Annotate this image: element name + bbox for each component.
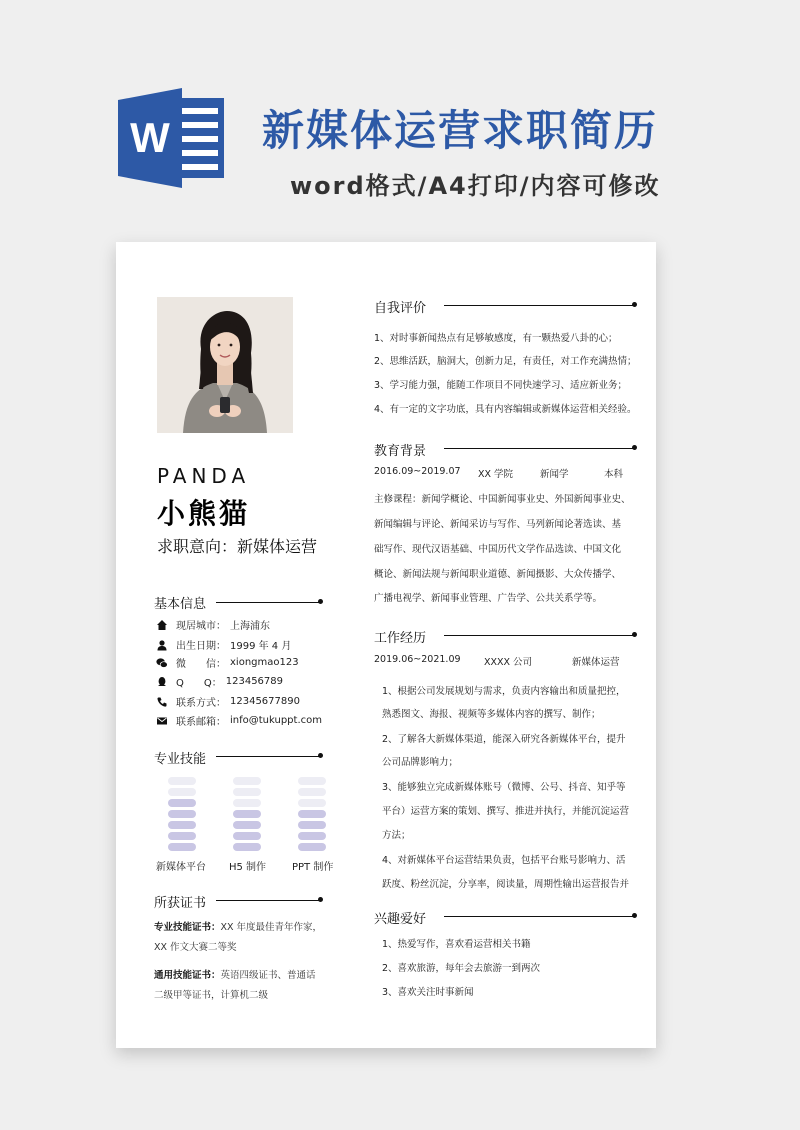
qq-icon	[156, 676, 168, 688]
edu-degree: 本科	[604, 469, 624, 480]
info-label: Q Q：	[176, 678, 222, 689]
section-divider-dot	[632, 913, 637, 918]
section-divider-dot	[318, 599, 323, 604]
profile-photo	[157, 297, 293, 433]
skill-bar-segment	[298, 843, 326, 851]
name-chinese: 小熊猫	[157, 497, 251, 530]
skill-bar-segment	[233, 799, 261, 807]
section-title-hobbies: 兴趣爱好	[374, 912, 427, 927]
section-divider-dot	[318, 897, 323, 902]
hobby-line: 1、热爱写作，喜欢看运营相关书籍	[382, 939, 531, 950]
section-divider	[216, 756, 320, 757]
section-divider	[444, 635, 634, 636]
work-line: 跃度、粉丝沉淀，分享率，阅读量，周期性输出运营报告并	[382, 879, 630, 890]
skill-bar-segment	[233, 810, 261, 818]
info-label: 联系方式：	[176, 698, 226, 709]
cert-item	[154, 918, 322, 958]
self-eval-line: 3、学习能力强，能随工作项目不同快速学习、适应新业务；	[374, 380, 628, 391]
section-divider	[444, 448, 634, 449]
cert-item	[154, 966, 316, 1006]
user-icon	[156, 639, 168, 651]
banner-subtitle: word格式/A4打印/内容可修改	[290, 172, 661, 200]
self-eval-line: 1、对时事新闻热点有足够敏感度，有一颗热爱八卦的心；	[374, 333, 618, 344]
work-line: 2、了解各大新媒体渠道，能深入研究各新媒体平台，提升	[382, 734, 626, 745]
job-intent: 求职意向：新媒体运营	[157, 537, 318, 556]
info-value: 上海浦东	[230, 621, 270, 632]
cert-text: 英语四级证书、普通话	[220, 970, 316, 981]
work-line: 4、对新媒体平台运营结果负责，包括平台账号影响力、活	[382, 855, 626, 866]
skill-label: 新媒体平台	[156, 862, 206, 873]
info-label: 联系邮箱：	[176, 717, 226, 728]
info-value: info@tukuppt.com	[230, 715, 322, 726]
banner-title: 新媒体运营求职简历	[262, 106, 659, 155]
section-title-basic-info: 基本信息	[154, 597, 207, 612]
section-divider	[216, 900, 320, 901]
skill-bar-segment	[233, 843, 261, 851]
section-divider-dot	[632, 445, 637, 450]
hobby-line: 2、喜欢旅游，每年会去旅游一到两次	[382, 963, 541, 974]
section-title-education: 教育背景	[374, 444, 427, 459]
section-divider	[444, 305, 634, 306]
mail-icon	[156, 715, 168, 727]
section-title-certificates: 所获证书	[154, 896, 207, 911]
work-line: 方法；	[382, 830, 411, 841]
skill-meter	[160, 774, 204, 851]
cert-label: 通用技能证书：	[154, 970, 221, 981]
edu-line: 新闻编辑与评论、新闻采访与写作、马列新闻论著选读、基	[374, 519, 622, 530]
work-line: 公司品牌影响力；	[382, 757, 459, 768]
wechat-icon	[156, 657, 168, 669]
self-eval-line: 4、有一定的文字功底，具有内容编辑或新媒体运营相关经验。	[374, 404, 637, 415]
cert-text: XX 作文大赛二等奖	[154, 942, 237, 953]
edu-period: 2016.09~2019.07	[374, 466, 461, 477]
skill-bar-segment	[298, 810, 326, 818]
skill-meter	[225, 774, 269, 851]
svg-text:W: W	[130, 114, 170, 161]
skill-bar-segment	[168, 788, 196, 796]
info-row-birthday	[156, 637, 291, 652]
section-title-self-evaluation: 自我评价	[374, 301, 427, 316]
info-value: xiongmao123	[230, 657, 299, 668]
skill-bar-segment	[298, 832, 326, 840]
word-logo-icon	[118, 86, 230, 190]
info-row-wechat	[156, 655, 299, 670]
work-line: 1、根据公司发展规划与需求，负责内容输出和质量把控，	[382, 686, 626, 697]
info-label: 现居城市：	[176, 621, 226, 632]
hobby-line: 3、喜欢关注时事新闻	[382, 987, 474, 998]
skill-bar-segment	[298, 799, 326, 807]
skill-meter	[290, 774, 334, 851]
section-divider	[216, 602, 320, 603]
skill-bar-segment	[168, 799, 196, 807]
edu-line: 广播电视学、新闻事业管理、广告学、公共关系学等。	[374, 593, 603, 604]
info-label: 微 信：	[176, 659, 226, 670]
info-row-city	[156, 617, 270, 632]
work-position: 新媒体运营	[572, 657, 620, 668]
home-icon	[156, 619, 168, 631]
skill-bar-segment	[298, 777, 326, 785]
skill-label: H5 制作	[229, 862, 267, 873]
skill-bar-segment	[298, 821, 326, 829]
section-divider-dot	[632, 302, 637, 307]
skill-bar-segment	[298, 788, 326, 796]
edu-line: 础写作、现代汉语基础、中国历代文学作品选读、中国文化	[374, 544, 622, 555]
skill-bar-segment	[168, 832, 196, 840]
edu-line: 概论、新闻法规与新闻职业道德、新闻摄影、大众传播学、	[374, 569, 622, 580]
skill-bar-segment	[168, 810, 196, 818]
work-line: 3、能够独立完成新媒体账号（微博、公号、抖音、知乎等	[382, 782, 626, 793]
name-english: PANDA	[157, 464, 251, 488]
skill-bar-segment	[233, 777, 261, 785]
info-row-email	[156, 713, 322, 728]
section-divider	[444, 916, 634, 917]
info-value: 12345677890	[230, 696, 300, 707]
section-divider-dot	[632, 632, 637, 637]
section-title-skills: 专业技能	[154, 752, 207, 767]
work-line: 熟悉图文、海报、视频等多媒体内容的撰写、制作；	[382, 709, 601, 720]
cert-text: 二级甲等证书，计算机二级	[154, 990, 269, 1001]
info-row-qq	[156, 674, 283, 689]
work-line: 平台）运营方案的策划、撰写、推进并执行，并能沉淀运营	[382, 806, 630, 817]
edu-school: XX 学院	[478, 469, 514, 480]
edu-line: 主修课程：新闻学概论、中国新闻事业史、外国新闻事业史、	[374, 494, 631, 505]
section-divider-dot	[318, 753, 323, 758]
info-value: 1999 年 4 月	[230, 641, 292, 652]
phone-icon	[156, 696, 168, 708]
skill-bar-segment	[233, 821, 261, 829]
cert-text: XX 年度最佳青年作家，	[220, 922, 323, 933]
skill-bar-segment	[233, 832, 261, 840]
skill-bar-segment	[168, 843, 196, 851]
skill-bar-segment	[233, 788, 261, 796]
info-row-phone	[156, 694, 300, 709]
section-title-work: 工作经历	[374, 631, 427, 646]
cert-label: 专业技能证书：	[154, 922, 221, 933]
resume-page	[116, 242, 656, 1048]
info-value: 123456789	[225, 676, 284, 687]
work-company: XXXX 公司	[484, 657, 533, 668]
info-label: 出生日期：	[176, 641, 226, 652]
self-eval-line: 2、思维活跃，脑洞大，创新力足，有责任，对工作充满热情；	[374, 356, 637, 367]
skill-bar-segment	[168, 821, 196, 829]
work-period: 2019.06~2021.09	[374, 654, 461, 665]
skill-label: PPT 制作	[292, 862, 334, 873]
edu-major: 新闻学	[540, 469, 569, 480]
skill-bar-segment	[168, 777, 196, 785]
